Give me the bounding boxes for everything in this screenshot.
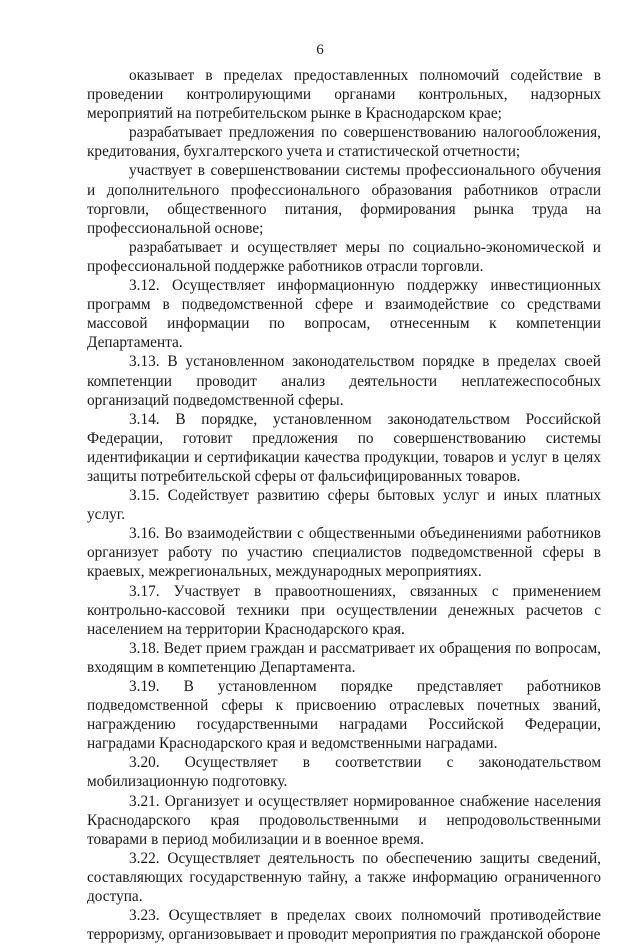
paragraph-3-12: 3.12. Осуществляет информационную поддержку инвестиционных программ в подведомственной сфере и взаимодействие со средствами массовой информации по вопросам, отнесенным к компетенции Департамента. <box>87 277 601 352</box>
paragraph-3-20: 3.20. Осуществляет в соответствии с законодательством мобилизационную подготовку. <box>87 754 601 791</box>
paragraph-3-15: 3.15. Содействует развитию сферы бытовых услуг и иных платных услуг. <box>87 487 601 524</box>
document-body <box>87 66 601 944</box>
paragraph-worker-support: разрабатывает и осуществляет меры по социально-экономической и профессиональной поддержке работников отрасли торговли. <box>87 238 601 275</box>
paragraph-3-14: 3.14. В порядке, установленном законодательством Российской Федерации, готовит предложения по совершенствованию системы идентификации и сертификации качества продукции, товаров и услуг в целях защиты потребительской сферы от фальсифицированных товаров. <box>87 410 601 485</box>
paragraph-3-16: 3.16. Во взаимодействии с общественными объединениями работников организует работу по участию специалистов подведомственной сферы в краевых, межрегиональных, международных мероприятиях. <box>87 525 601 581</box>
paragraph-3-23: 3.23. Осуществляет в пределах своих полномочий противодействие терроризму, организовывает и проводит мероприятия по гражданской обороне <box>87 907 601 944</box>
page-number: 6 <box>316 42 324 58</box>
paragraph-tax-proposals: разрабатывает предложения по совершенствованию налогообложения, кредитования, бухгалтерского учета и статистической отчетности; <box>87 124 601 161</box>
paragraph-3-13: 3.13. В установленном законодательством порядке в пределах своей компетенции проводит анализ деятельности неплатежеспособных организаций подведомственной сферы. <box>87 353 601 409</box>
paragraph-3-21: 3.21. Организует и осуществляет нормированное снабжение населения Краснодарского края продовольственными и непродовольственными товарами в период мобилизации и в военное время. <box>87 792 601 848</box>
paragraph-3-17: 3.17. Участвует в правоотношениях, связанных с применением контрольно-кассовой техники при осуществлении денежных расчетов с населением на территории Краснодарского края. <box>87 582 601 638</box>
paragraph-3-22: 3.22. Осуществляет деятельность по обеспечению защиты сведений, составляющих государственную тайну, а также информацию ограниченного доступа. <box>87 849 601 906</box>
paragraph-3-18: 3.18. Ведет прием граждан и рассматривает их обращения по вопросам, входящим в компетенцию Департамента. <box>87 639 601 676</box>
paragraph-3-19: 3.19. В установленном порядке представляет работников подведомственной сферы к присвоению отраслевых почетных званий, награждению государственными наградами Российской Федерации, наградами Краснодарского края и ведомственными наградами. <box>87 678 601 753</box>
paragraph-assistance-control: оказывает в пределах предоставленных полномочий содействие в проведении контролирующими органами контрольных, надзорных мероприятий на потребительском рынке в Краснодарском крае; <box>87 67 601 123</box>
paragraph-professional-training: участвует в совершенствовании системы профессионального обучения и дополнительного профессионального образования работников отрасли торговли, общественного питания, формирования рынка труда на профессиональной основе; <box>87 162 601 237</box>
